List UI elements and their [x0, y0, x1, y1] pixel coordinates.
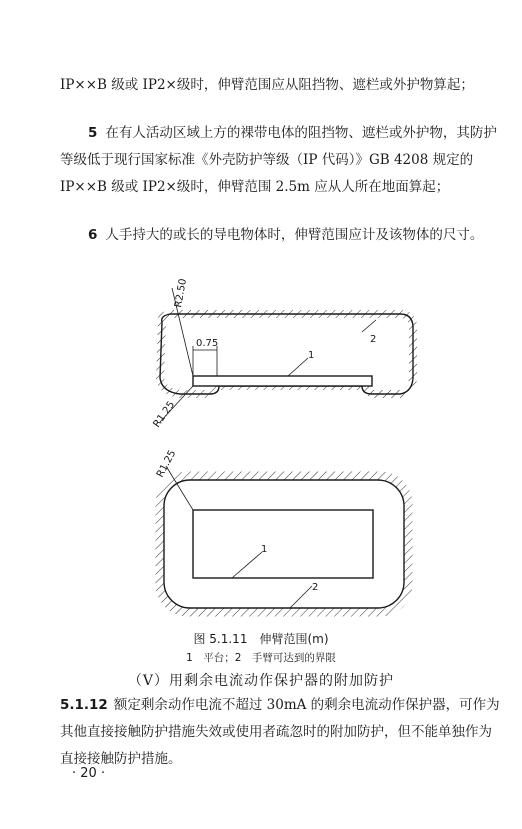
item-text: 人手持大的或长的导电物体时，伸臂范围应计及该物体的尺寸。 [105, 227, 484, 243]
plan-view [155, 448, 408, 612]
clause-text: 额定剩余动作电流不超过 30mA 的剩余电流动作保护器，可作为其他直接接触防护措施失效或使用者疏忽时的附加防护，但不能单独作为直接接触防护措施。 [60, 697, 500, 767]
label-boundary-plan: 2 [312, 582, 319, 593]
paragraph-continuation: IP××B 级或 IP2×级时，伸臂范围应从阻挡物、遮栏或外护物算起； [60, 77, 474, 93]
page-number: · 20 · [72, 766, 106, 781]
item-text: 在有人活动区域上方的裸带电体的阻挡物、遮栏或外护物，其防护等级低于现行国家标准《外壳防护等级（IP 代码）》GB 4208 规定的 IP××B 级或 IP2×级时，伸臂范围 2.5m 应从人所在地面算起； [60, 125, 497, 195]
dimension-r125-plan: R1.25 [154, 448, 179, 480]
item-number: 6 [88, 227, 98, 243]
figure-legend: 1 平台；2 手臂可达到的界限 [186, 652, 336, 664]
dimension-075: 0.75 [196, 338, 219, 349]
dimension-r125-section: R1.25 [151, 399, 178, 430]
label-boundary-section: 2 [370, 334, 377, 345]
item-number: 5 [88, 125, 98, 141]
subsection-heading: （Ⅴ）用剩余电流动作保护器的附加防护 [127, 673, 395, 689]
label-platform-section: 1 [308, 350, 315, 361]
platform [193, 376, 372, 386]
dimension-r250: R2.50 [173, 277, 190, 309]
platform-plan [193, 510, 373, 578]
clause-5-1-12 [60, 692, 500, 773]
label-platform-plan: 1 [261, 544, 268, 555]
clause-number: 5.1.12 [60, 697, 108, 713]
section-view [151, 278, 413, 430]
figure-caption: 图 5.1.11 伸臂范围(m) [193, 632, 329, 646]
